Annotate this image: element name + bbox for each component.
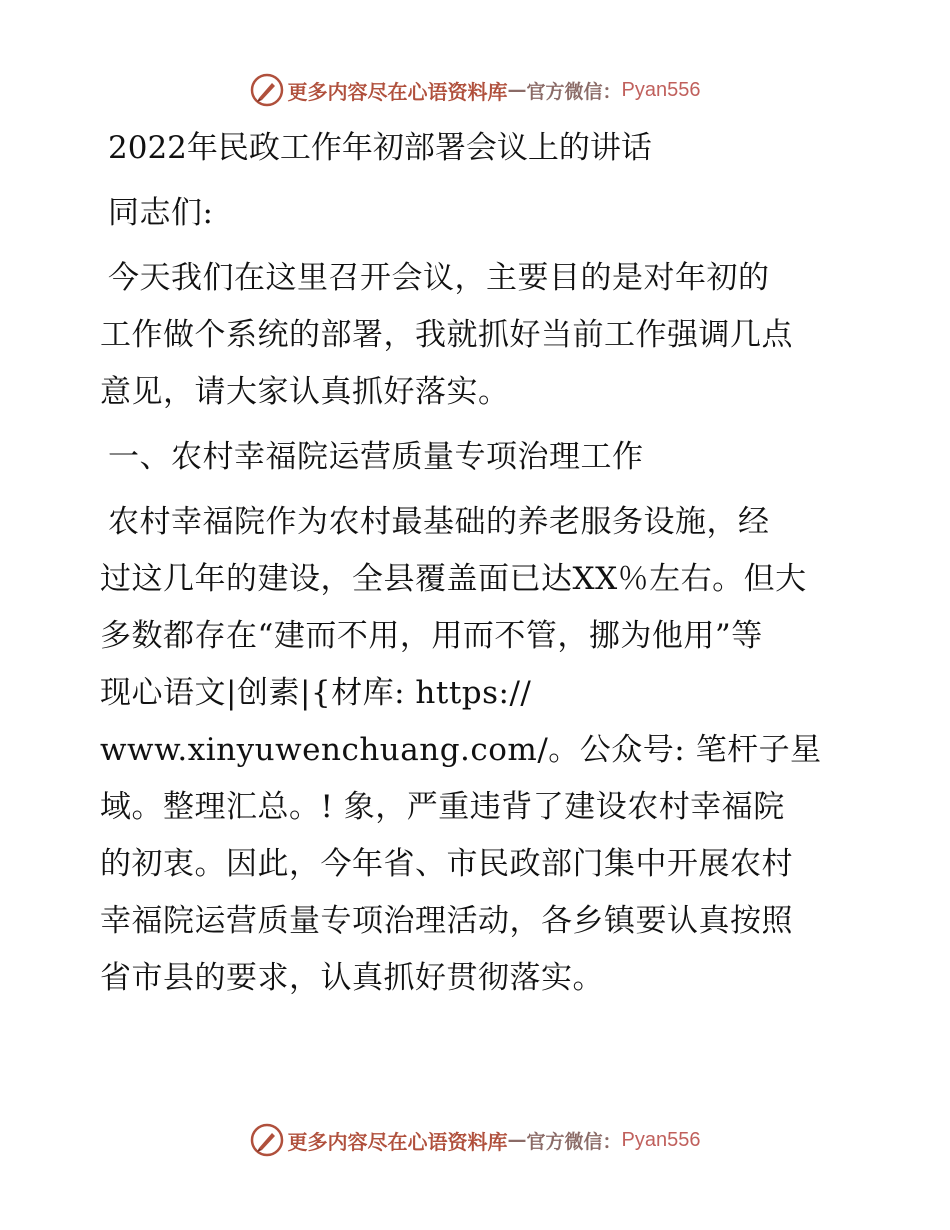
salutation: 同志们:: [108, 195, 214, 231]
pen-logo-icon: [250, 73, 284, 107]
intro-paragraph: [100, 250, 860, 421]
section-heading: 一、农村幸福院运营质量专项治理工作: [108, 439, 644, 475]
watermark-main-text: 更多内容尽在心语资料库: [287, 1129, 508, 1154]
paragraph-line: www.xinyuwenchuang.com/。公众号: 笔杆子星: [100, 732, 822, 768]
paragraph-line: 域。整理汇总。! 象，严重违背了建设农村幸福院: [100, 789, 785, 825]
section-paragraph: [100, 494, 860, 1007]
watermark-contact-label: 官方微信：: [526, 80, 622, 103]
document-title: 2022年民政工作年初部署会议上的讲话: [108, 130, 652, 166]
footer-watermark: [0, 1120, 950, 1160]
paragraph-line: 今天我们在这里召开会议，主要目的是对年初的: [108, 260, 770, 296]
paragraph-line: 农村幸福院作为农村最基础的养老服务设施，经: [108, 504, 770, 540]
pen-logo-icon: [250, 1123, 284, 1157]
paragraph-line: 意见，请大家认真抓好落实。: [100, 374, 510, 410]
watermark-dash: —: [507, 1129, 527, 1151]
paragraph-line: 工作做个系统的部署，我就抓好当前工作强调几点: [100, 317, 793, 353]
paragraph-line: 幸福院运营质量专项治理活动，各乡镇要认真按照: [100, 903, 793, 939]
header-watermark: [0, 70, 950, 110]
document-body: [100, 125, 860, 1015]
watermark-contact-id: Pyan556: [621, 78, 701, 101]
paragraph-line: 现心语文|创素|{材库: https://: [100, 675, 532, 711]
watermark-contact-id: Pyan556: [621, 1128, 701, 1151]
paragraph-line: 省市县的要求，认真抓好贯彻落实。: [100, 960, 604, 996]
watermark-dash: —: [507, 79, 527, 101]
paragraph-line: 的初衷。因此，今年省、市民政部门集中开展农村: [100, 846, 793, 882]
watermark-contact-label: 官方微信：: [526, 1130, 622, 1153]
watermark-main-text: 更多内容尽在心语资料库: [287, 79, 508, 104]
paragraph-line: 过这几年的建设，全县覆盖面已达XX％左右。但大: [100, 561, 807, 597]
paragraph-line: 多数都存在“建而不用，用而不管，挪为他用”等: [100, 618, 763, 654]
